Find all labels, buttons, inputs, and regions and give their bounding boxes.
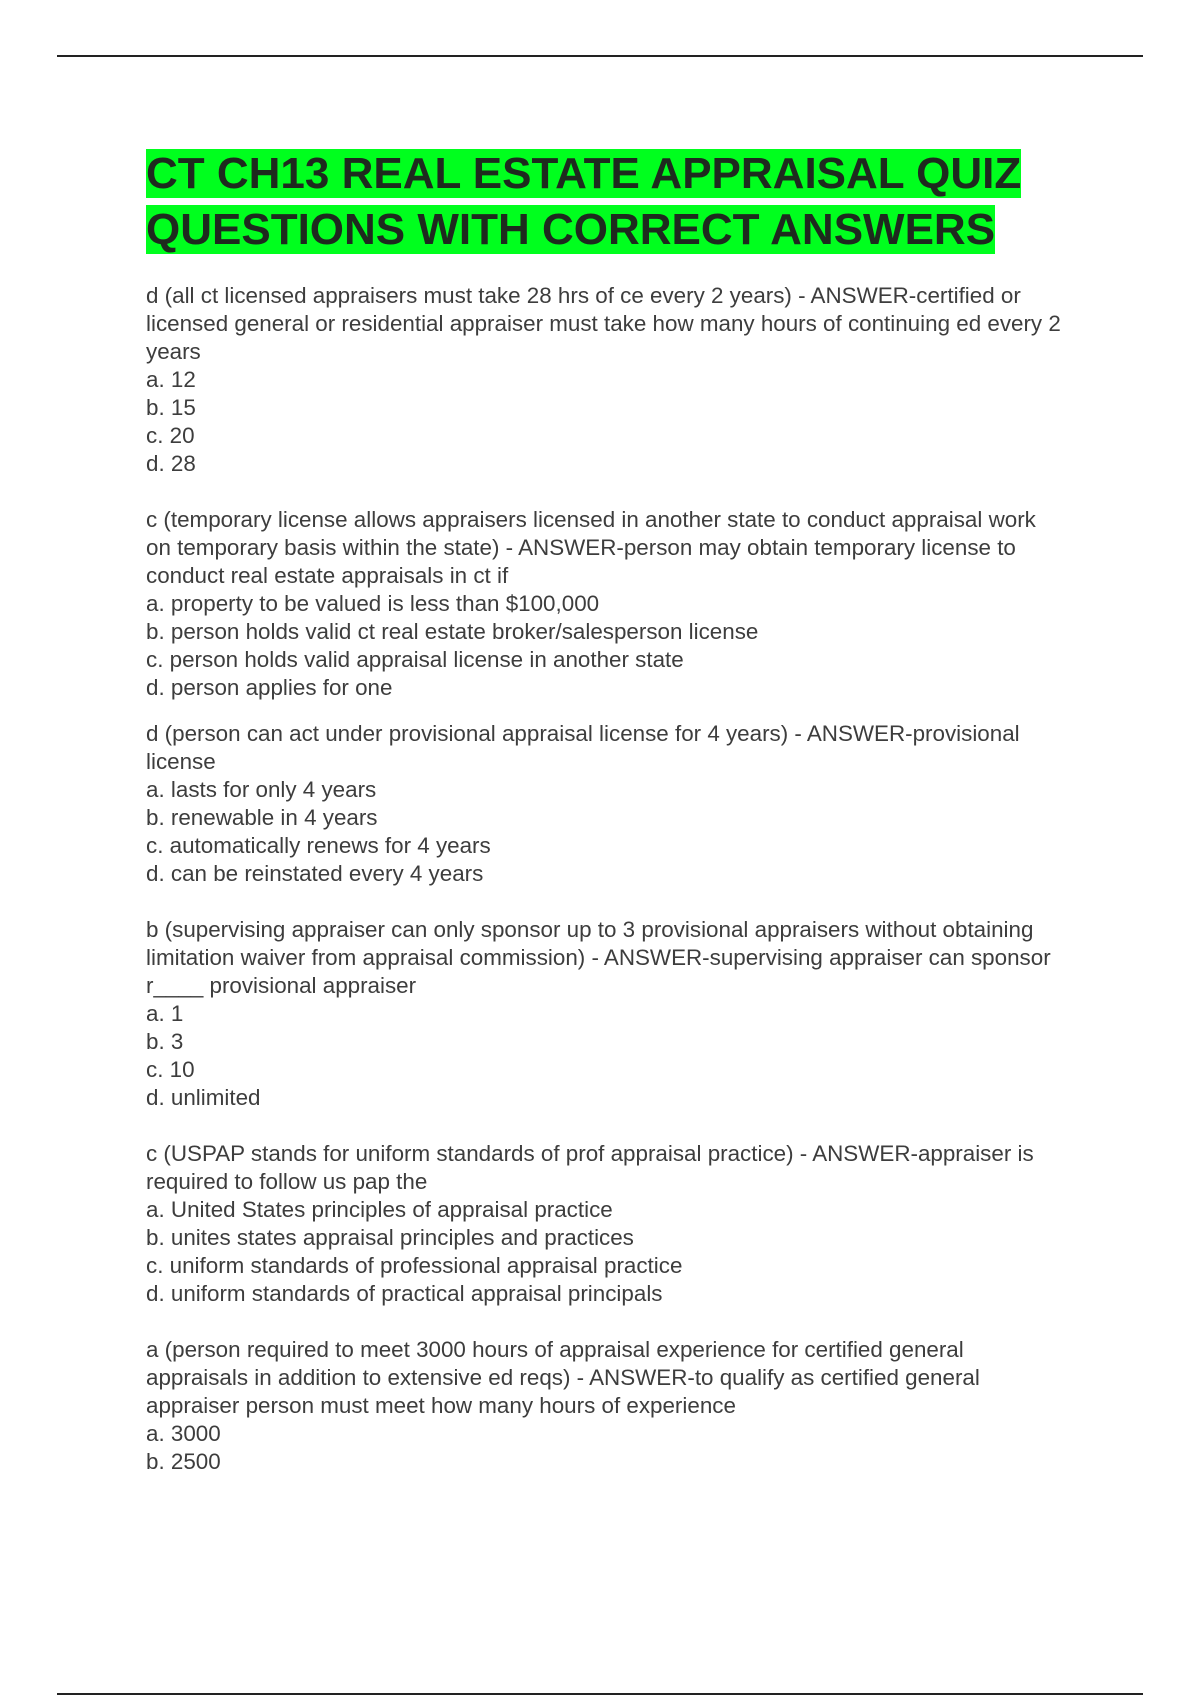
answer-option: b. 15 xyxy=(146,395,196,420)
answer-option: a. 12 xyxy=(146,367,196,392)
answer-option: c. automatically renews for 4 years xyxy=(146,833,491,858)
question-item xyxy=(146,720,1066,888)
answer-option: d. can be reinstated every 4 years xyxy=(146,861,484,886)
answer-option: c. 20 xyxy=(146,423,195,448)
question-text: a (person required to meet 3000 hours of appraisal experience for certified general appraisals in addition to extensive ed reqs) - ANSWER-to qualify as certified general appraiser person must meet how many hours of experience xyxy=(146,1337,980,1418)
footer-rule xyxy=(57,1693,1143,1695)
title-highlight: CT CH13 REAL ESTATE APPRAISAL QUIZ QUESTIONS WITH CORRECT ANSWERS xyxy=(146,149,1022,254)
question-item xyxy=(146,916,1066,1112)
question-item xyxy=(146,506,1066,702)
question-text: b (supervising appraiser can only sponsor up to 3 provisional appraisers without obtaining limitation waiver from appraisal commission) - ANSWER-supervising appraiser can sponsor r____ provisional appraiser xyxy=(146,917,1051,998)
question-item xyxy=(146,1336,1066,1476)
answer-option: d. person applies for one xyxy=(146,675,393,700)
document-title xyxy=(146,146,1046,258)
question-text: d (person can act under provisional appraisal license for 4 years) - ANSWER-provisional license xyxy=(146,721,1020,774)
question-list xyxy=(146,282,1066,1476)
question-item xyxy=(146,282,1066,478)
answer-option: a. United States principles of appraisal practice xyxy=(146,1197,613,1222)
question-text: d (all ct licensed appraisers must take 28 hrs of ce every 2 years) - ANSWER-certified or licensed general or residential appraiser must take how many hours of continuing ed every 2 years xyxy=(146,283,1061,364)
answer-option: d. unlimited xyxy=(146,1085,261,1110)
answer-option: c. uniform standards of professional appraisal practice xyxy=(146,1253,683,1278)
answer-option: a. 3000 xyxy=(146,1421,221,1446)
answer-option: d. uniform standards of practical appraisal principals xyxy=(146,1281,663,1306)
answer-option: c. 10 xyxy=(146,1057,195,1082)
header-rule xyxy=(57,55,1143,57)
document-body xyxy=(146,146,1066,1476)
question-item xyxy=(146,1140,1066,1308)
answer-option: b. unites states appraisal principles and practices xyxy=(146,1225,634,1250)
answer-option: b. person holds valid ct real estate broker/salesperson license xyxy=(146,619,759,644)
answer-option: a. lasts for only 4 years xyxy=(146,777,377,802)
answer-option: b. 2500 xyxy=(146,1449,221,1474)
question-text: c (temporary license allows appraisers licensed in another state to conduct appraisal work on temporary basis within the state) - ANSWER-person may obtain temporary license to conduct real estate appraisals in ct if xyxy=(146,507,1036,588)
answer-option: a. property to be valued is less than $100,000 xyxy=(146,591,600,616)
answer-option: b. 3 xyxy=(146,1029,184,1054)
answer-option: c. person holds valid appraisal license in another state xyxy=(146,647,684,672)
question-text: c (USPAP stands for uniform standards of prof appraisal practice) - ANSWER-appraiser is required to follow us pap the xyxy=(146,1141,1034,1194)
answer-option: b. renewable in 4 years xyxy=(146,805,378,830)
answer-option: a. 1 xyxy=(146,1001,184,1026)
answer-option: d. 28 xyxy=(146,451,196,476)
